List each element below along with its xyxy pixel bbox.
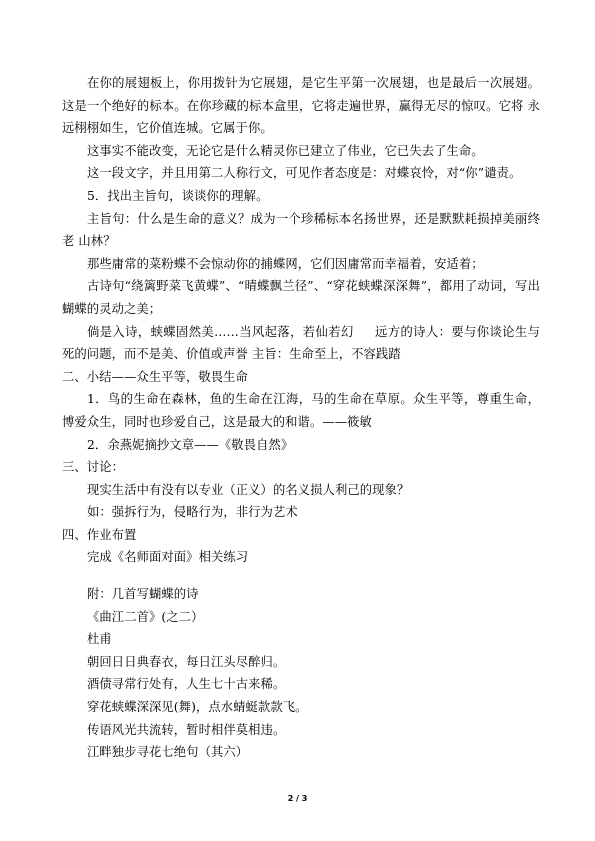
paragraph-poet: 倘是入诗，蛱蝶固然美……当风起落，若仙若幻 远方的诗人：要与你谈论生与死的问题，而不是美、价值或声誉 主旨：生命至上，不容践踏 xyxy=(62,324,540,362)
poem-line-1: 朝回日日典春衣，每日江头尽醉归。 xyxy=(87,654,286,669)
paragraph-fact: 这事实不能改变，无论它是什么精灵你已建立了伟业，它已失去了生命。 xyxy=(87,143,484,158)
poem-line-4: 传语风光共流转，暂时相伴莫相违。 xyxy=(87,722,286,737)
paragraph-cabbage-butterfly: 那些庸常的菜粉蝶不会惊动你的捕蝶网，它们因庸常而幸福着，安适着； xyxy=(87,256,484,271)
poem-title-qujiang: 《曲江二首》(之二） xyxy=(87,609,204,624)
summary-item-2: 2．余燕妮摘抄文章——《敬畏自然》 xyxy=(87,437,294,452)
page-number: 2 / 3 xyxy=(287,794,308,803)
discussion-question: 现实生活中有没有以专业（正义）的名义损人利己的现象？ xyxy=(87,482,410,497)
question-5: 5．找出主旨句，谈谈你的理解。 xyxy=(87,188,269,203)
paragraph-specimen: 在你的展翅板上，你用拨针为它展翅，是它生平第一次展翅，也是最后一次展翅。 这是一个绝好的标本。在你珍藏的标本盒里，它将走遍世界，赢得无尽的惊叹。它将 永远栩栩如生，它价值连城。它属于你。 xyxy=(62,76,540,136)
poem-title-jiangpan: 江畔独步寻花七绝句（其六） xyxy=(87,745,249,760)
discussion-examples: 如：强拆行为，侵略行为，非行为艺术 xyxy=(87,505,298,520)
homework-text: 完成《名师面对面》相关练习 xyxy=(87,550,249,565)
poem-author: 杜甫 xyxy=(87,632,112,647)
page-body xyxy=(62,72,540,764)
poem-line-2: 酒债寻常行处有，人生七十古来稀。 xyxy=(87,677,286,692)
paragraph-ancient-poems: 古诗句“绕篱野菜飞黄蝶”、“晴蝶飘兰径”、“穿花蛱蝶深深舞”，都用了动词，写出蝴蝶的灵动之美； xyxy=(62,279,540,316)
section-homework-heading: 四、作业布置 xyxy=(62,527,137,542)
paragraph-second-person: 这一段文字，并且用第二人称行文，可见作者态度是：对蝶哀怜，对“你”谴责。 xyxy=(87,166,522,181)
appendix-heading: 附：几首写蝴蝶的诗 xyxy=(87,587,199,602)
spacer xyxy=(62,569,540,583)
summary-item-1: 1．鸟的生命在森林，鱼的生命在江海，马的生命在草原。众生平等，尊重生命，博爱众生，同时也珍爱自己，这是最大的和谐。——筱敏 xyxy=(62,392,540,429)
poem-line-3: 穿花蛱蝶深深见(舞)，点水蜻蜓款款飞。 xyxy=(87,700,308,715)
section-summary-heading: 二、小结——众生平等，敬畏生命 xyxy=(62,369,248,384)
paragraph-theme: 主旨句：什么是生命的意义？成为一个珍稀标本名扬世界，还是默默耗损掉美丽终老 山林？ xyxy=(62,211,540,249)
section-discussion-heading: 三、讨论： xyxy=(62,460,124,475)
